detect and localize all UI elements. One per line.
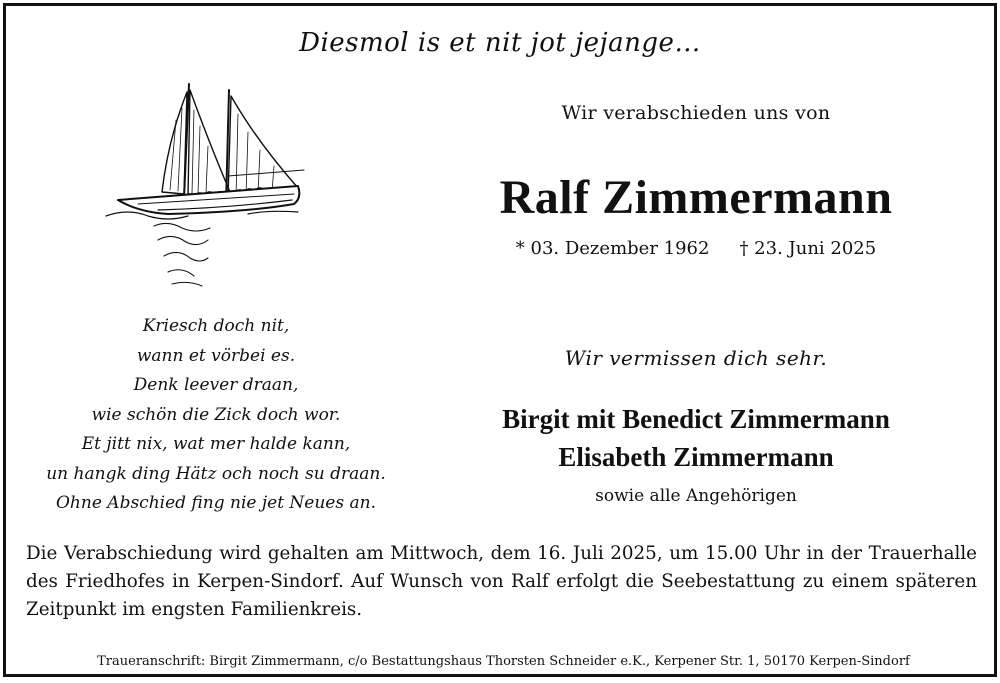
mourning-address: Traueranschrift: Birgit Zimmermann, c/o Bestattungshaus Thorsten Schneider e.K., Kerpener Str. 1, 50170 Kerpen-Sindorf bbox=[97, 654, 910, 669]
life-dates bbox=[436, 238, 956, 259]
poem-line: Denk leever draan, bbox=[133, 375, 299, 395]
birth-date: * 03. Dezember 1962 bbox=[515, 238, 710, 259]
mourner-name: Elisabeth Zimmermann bbox=[558, 442, 834, 472]
mourner-name: Birgit mit Benedict Zimmermann bbox=[502, 404, 890, 434]
poem-line: wie schön die Zick doch wor. bbox=[91, 404, 341, 425]
deceased-name: Ralf Zimmermann bbox=[499, 171, 893, 224]
relatives-line: sowie alle Angehörigen bbox=[595, 486, 797, 506]
poem bbox=[16, 312, 416, 519]
ceremony-details: Die Verabschiedung wird gehalten am Mittwoch, dem 16. Juli 2025, um 15.00 Uhr in der Trauerhalle des Friedhofes in Kerpen-Sindorf. Auf Wunsch von Ralf erfolgt die Seebestattung zu einem späteren Zeitpunkt im engsten Familienkreis. bbox=[26, 543, 977, 620]
poem-line: Ohne Abschied fing nie jet Neues an. bbox=[56, 493, 376, 513]
sailing-ship-icon bbox=[98, 80, 318, 290]
poem-line: wann et vörbei es. bbox=[136, 345, 296, 366]
poem-line: Kriesch doch nit, bbox=[142, 316, 290, 336]
obituary-notice bbox=[3, 3, 997, 677]
motto-heading: Diesmol is et nit jot jejange… bbox=[299, 28, 701, 58]
poem-line: Et jitt nix, wat mer halde kann, bbox=[81, 434, 351, 454]
death-date: † 23. Juni 2025 bbox=[739, 238, 877, 259]
poem-line: un hangk ding Hätz och noch su draan. bbox=[46, 463, 386, 484]
missing-you-line: Wir vermissen dich sehr. bbox=[564, 346, 828, 370]
farewell-intro: Wir verabschieden uns von bbox=[561, 102, 831, 124]
